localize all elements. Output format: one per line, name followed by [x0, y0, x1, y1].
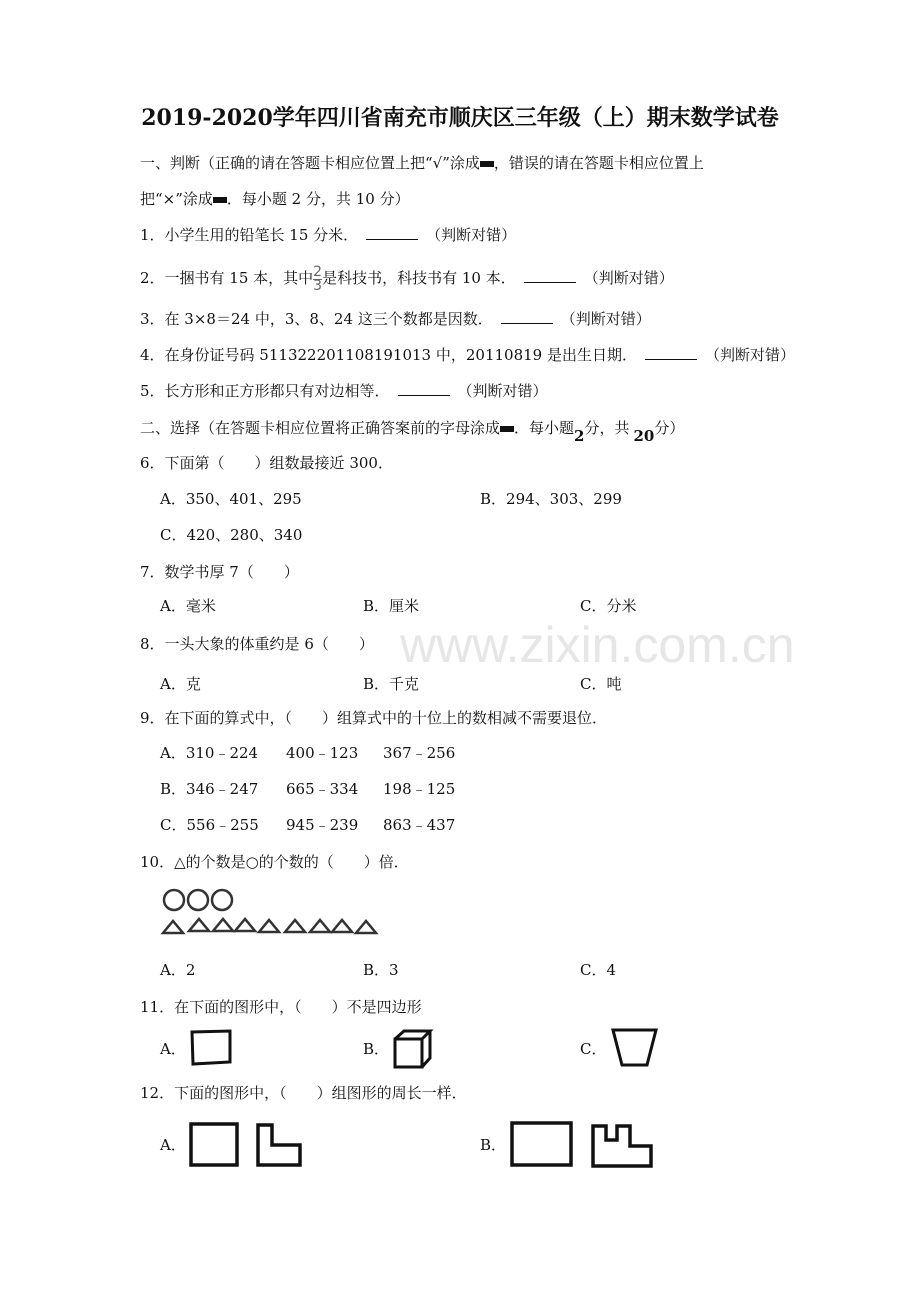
question-6: 6．下面第（ ）组数最接近 300． [140, 454, 393, 472]
cube-shape [392, 1028, 434, 1070]
option-c[interactable]: C． [580, 1040, 607, 1058]
text: ．每小题 2 分，共 10 分） [226, 190, 410, 208]
points: 2 [574, 427, 585, 445]
page-title: 2019-2020学年四川省南充市顺庆区三年级（上）期末数学试卷 [141, 105, 779, 131]
section2-heading [140, 418, 685, 445]
option-a[interactable]: A． [160, 1136, 186, 1154]
option-b[interactable]: B．千克 [363, 675, 420, 693]
option-b[interactable]: B． [363, 1040, 390, 1058]
filled-box-icon [480, 161, 494, 167]
question-7: 7．数学书厚 7（ ） [140, 563, 299, 581]
text: 5．长方形和正方形都只有对边相等． [140, 382, 390, 400]
text: 分） [654, 419, 685, 437]
fraction [313, 263, 323, 294]
rectangle-and-notched-shape [508, 1118, 658, 1170]
answer-blank[interactable] [501, 309, 553, 324]
section1-line1 [140, 153, 704, 173]
option-a[interactable]: A．310﹣224 [160, 744, 259, 762]
option-a[interactable]: A．毫米 [160, 597, 216, 615]
option-c[interactable]: C．4 [580, 961, 617, 979]
question-8: 8．一头大象的体重约是 6（ ） [140, 635, 374, 653]
option-b[interactable]: B．346﹣247 [160, 780, 259, 798]
triangle-row [163, 919, 376, 933]
text: （判断对错） [457, 382, 548, 400]
answer-blank[interactable] [524, 268, 576, 283]
text: 分，共 [584, 419, 630, 437]
text: （判断对错） [426, 226, 517, 244]
option-c[interactable]: C．420、280、340 [160, 526, 303, 544]
option-b[interactable]: B． [480, 1136, 507, 1154]
option-b[interactable]: B．厘米 [363, 597, 420, 615]
answer-blank[interactable] [645, 345, 697, 360]
text: （判断对错） [583, 269, 674, 287]
filled-box-icon [213, 197, 227, 203]
question-11: 11．在下面的图形中，（ ）不是四边形 [140, 998, 422, 1016]
question-10: 10．△的个数是○的个数的（ ）倍． [140, 853, 409, 871]
text: （判断对错） [704, 346, 795, 364]
option-b-expr: 665﹣334 [286, 780, 359, 798]
answer-blank[interactable] [398, 381, 450, 396]
question-4 [140, 345, 795, 365]
watermark: www.zixin.com.cn [400, 617, 795, 673]
option-a[interactable]: A．2 [160, 961, 196, 979]
text: ．每小题 [514, 419, 575, 437]
filled-box-icon [500, 426, 514, 432]
numerator: 2 [313, 263, 323, 280]
text: 把“×”涂成 [140, 190, 213, 208]
option-c[interactable]: C．吨 [580, 675, 622, 693]
denominator: 3 [313, 277, 323, 294]
question-9: 9．在下面的算式中，（ ）组算式中的十位上的数相减不需要退位． [140, 709, 608, 727]
option-a-expr: 367﹣256 [383, 744, 456, 762]
option-c-expr: 945﹣239 [286, 816, 359, 834]
option-c[interactable]: C．分米 [580, 597, 637, 615]
text: （判断对错） [560, 310, 651, 328]
text: 3．在 3×8＝24 中，3、8、24 这三个数都是因数． [140, 310, 493, 328]
option-a[interactable]: A． [160, 1040, 186, 1058]
option-a[interactable]: A．克 [160, 675, 201, 693]
text: 一、判断（正确的请在答题卡相应位置上把“√”涂成 [140, 154, 480, 172]
total-points: 20 [633, 427, 655, 445]
text: ，错误的请在答题卡相应位置上 [493, 154, 704, 172]
text: 是科技书，科技书有 10 本． [322, 269, 516, 287]
square-and-l-shape [188, 1120, 308, 1170]
section1-line2 [140, 189, 410, 209]
square-shape [188, 1028, 234, 1068]
text: 1．小学生用的铅笔长 15 分米． [140, 226, 359, 244]
answer-blank[interactable] [366, 225, 418, 240]
trapezoid-shape [610, 1026, 660, 1070]
option-b[interactable]: B．294、303、299 [480, 490, 622, 508]
question-12: 12．下面的图形中，（ ）组图形的周长一样． [140, 1084, 467, 1102]
text: 4．在身份证号码 511322201108191013 中，20110819 是出生日期． [140, 346, 637, 364]
text: 二、选择（在答题卡相应位置将正确答案前的字母涂成 [140, 419, 501, 437]
option-b-expr: 198﹣125 [383, 780, 456, 798]
text: 2．一捆书有 15 本，其中 [140, 269, 314, 287]
option-a[interactable]: A．350、401、295 [160, 490, 302, 508]
option-b[interactable]: B．3 [363, 961, 399, 979]
question-2 [140, 264, 674, 293]
question-1 [140, 225, 516, 245]
question-3 [140, 309, 651, 329]
option-c[interactable]: C．556﹣255 [160, 816, 259, 834]
option-a-expr: 400﹣123 [286, 744, 359, 762]
circles-triangles-figure [160, 885, 385, 940]
option-c-expr: 863﹣437 [383, 816, 456, 834]
question-5 [140, 381, 548, 401]
